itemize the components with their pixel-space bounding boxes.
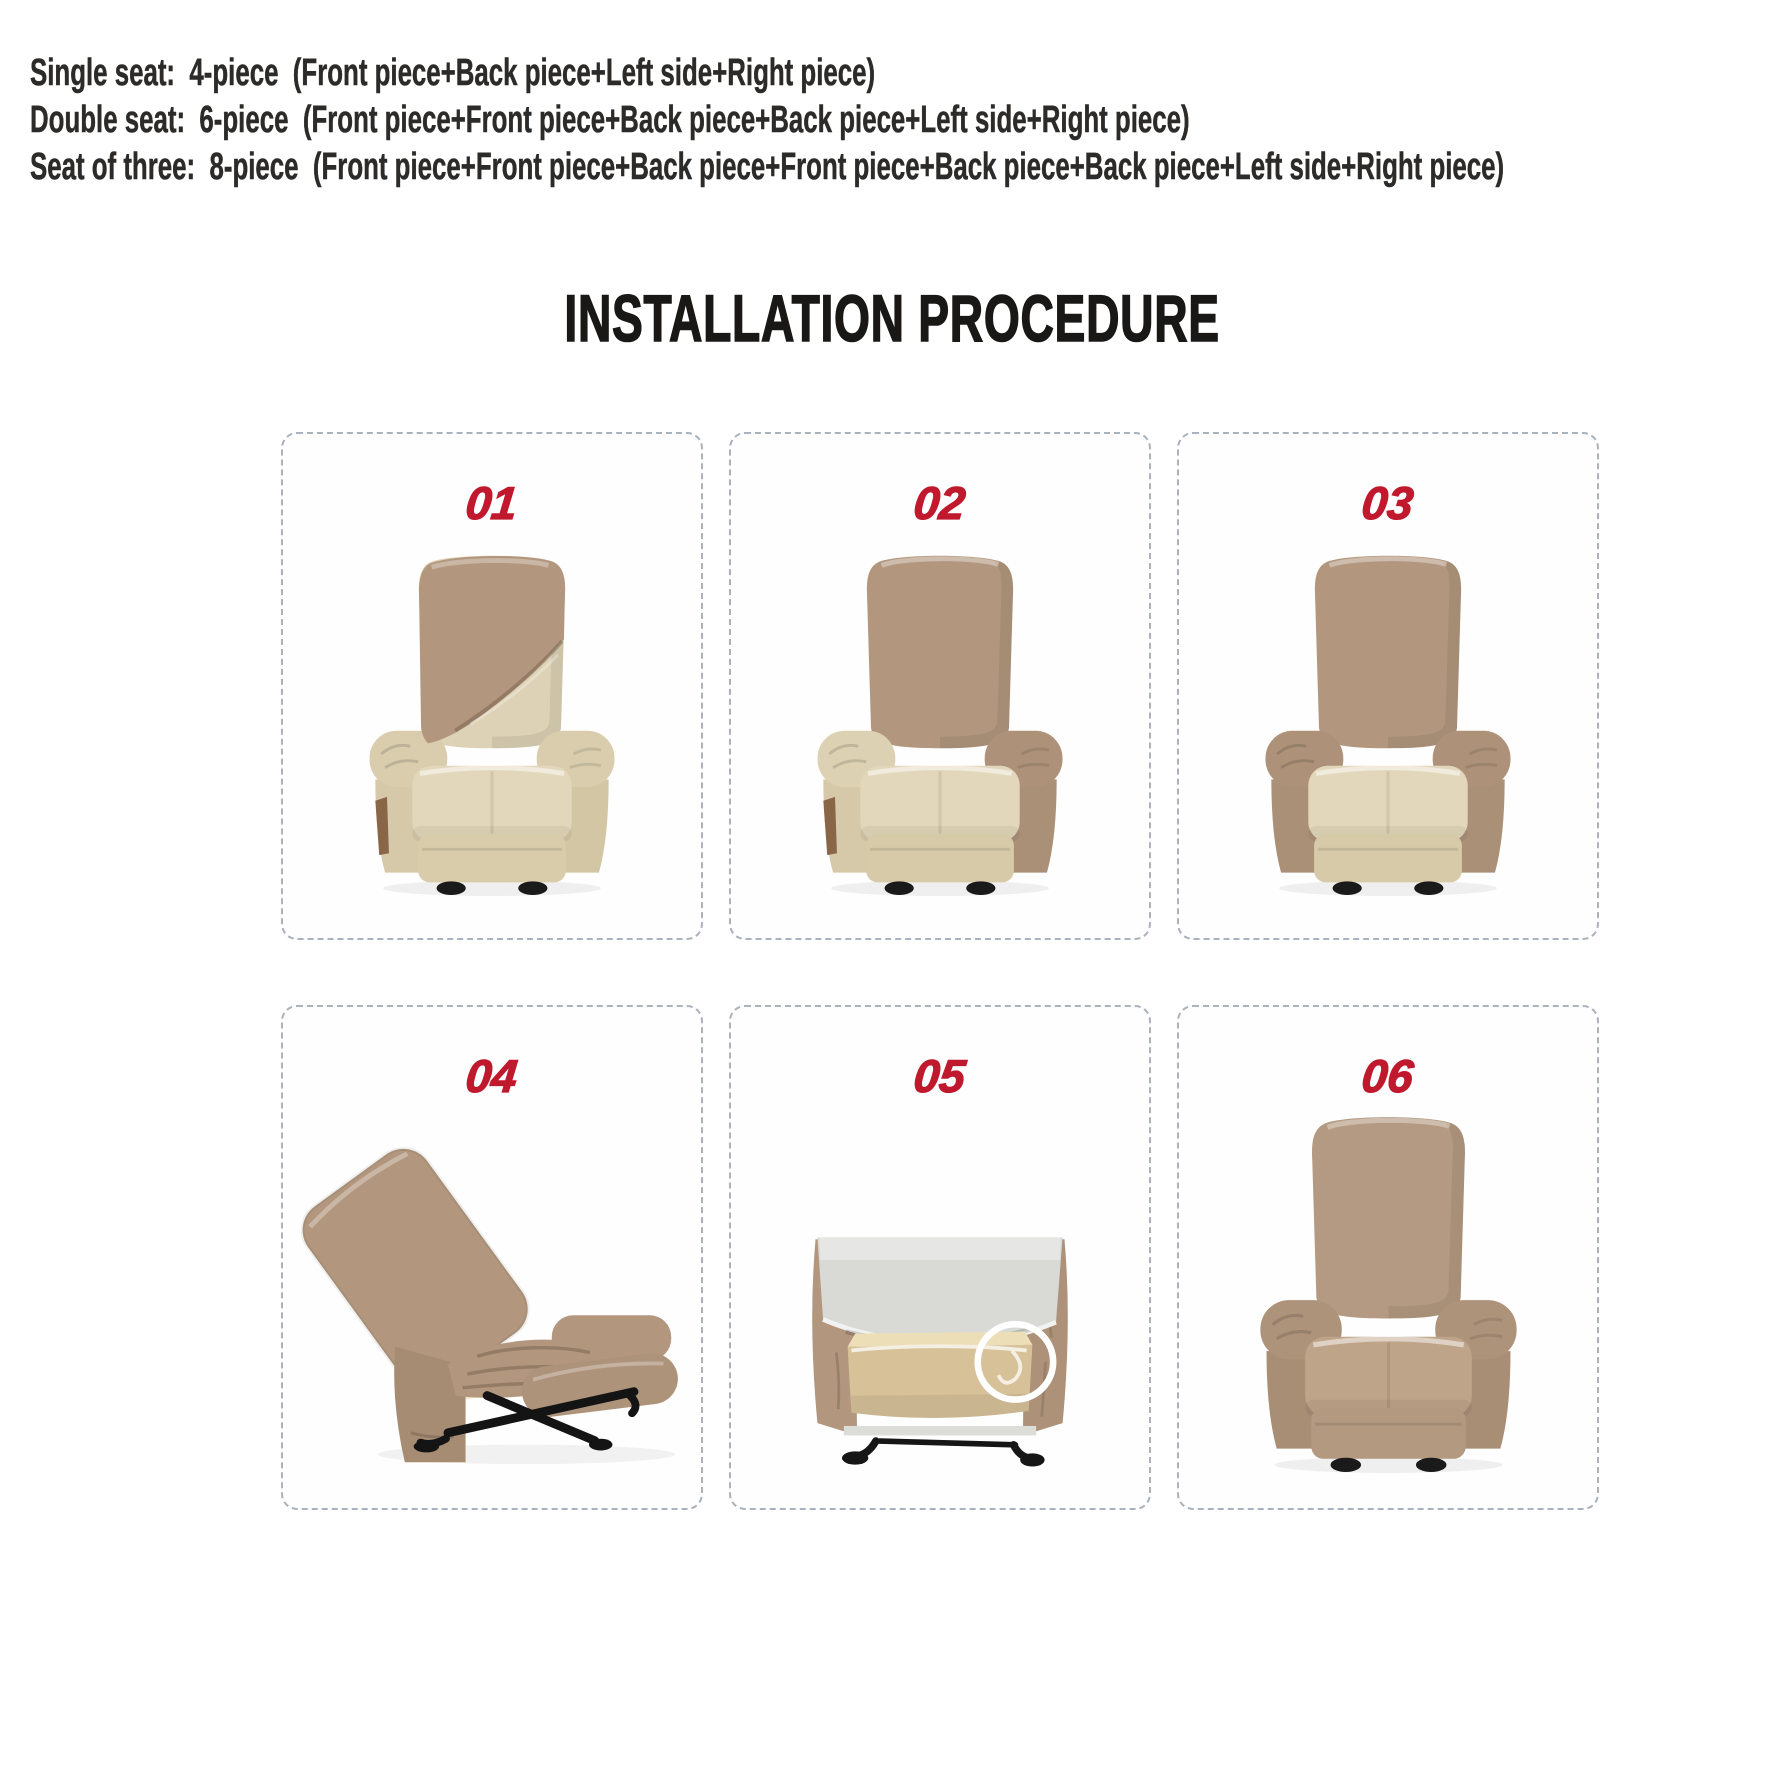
recliner-reclined-seat-cover-icon <box>301 1139 683 1472</box>
step-card-02 <box>729 432 1151 940</box>
step-number: 05 <box>911 1050 969 1102</box>
step-number: 06 <box>1359 1050 1417 1102</box>
step-card-04 <box>281 1005 703 1510</box>
header-line-text: Single seat: 4-piece (Front piece+Back piece+Left side+Right piece) <box>30 52 876 94</box>
header-line-text: Double seat: 6-piece (Front piece+Front piece+Back piece+Back piece+Left side+Right piece) <box>30 99 1190 141</box>
recliner-underside-tie-strap-icon <box>789 1211 1091 1475</box>
recliner-fully-covered-icon <box>1236 1107 1541 1473</box>
step-number: 02 <box>911 477 969 529</box>
recliner-back-cover-draped-icon <box>346 546 638 896</box>
step-card-05 <box>729 1005 1151 1510</box>
header-line-seat-of-three <box>30 144 1785 191</box>
recliner-back-and-both-arms-covered-icon <box>1242 546 1534 896</box>
installation-steps-grid <box>281 432 1599 1510</box>
recliner-back-and-right-arm-covered-icon <box>794 546 1086 896</box>
step-card-01 <box>281 432 703 940</box>
page-title-text: INSTALLATION PROCEDURE <box>564 281 1221 355</box>
step-card-03 <box>1177 432 1599 940</box>
step-number: 01 <box>463 477 521 529</box>
step-card-06 <box>1177 1005 1599 1510</box>
step-number: 03 <box>1359 477 1417 529</box>
seat-piece-info <box>30 50 1785 191</box>
header-line-single-seat <box>30 50 1785 97</box>
page-title <box>0 280 1785 356</box>
header-line-double-seat <box>30 97 1785 144</box>
step-number: 04 <box>463 1050 521 1102</box>
header-line-text: Seat of three: 8-piece (Front piece+Front piece+Back piece+Front piece+Back piece+Back piece+Left side+Right piece) <box>30 146 1505 188</box>
